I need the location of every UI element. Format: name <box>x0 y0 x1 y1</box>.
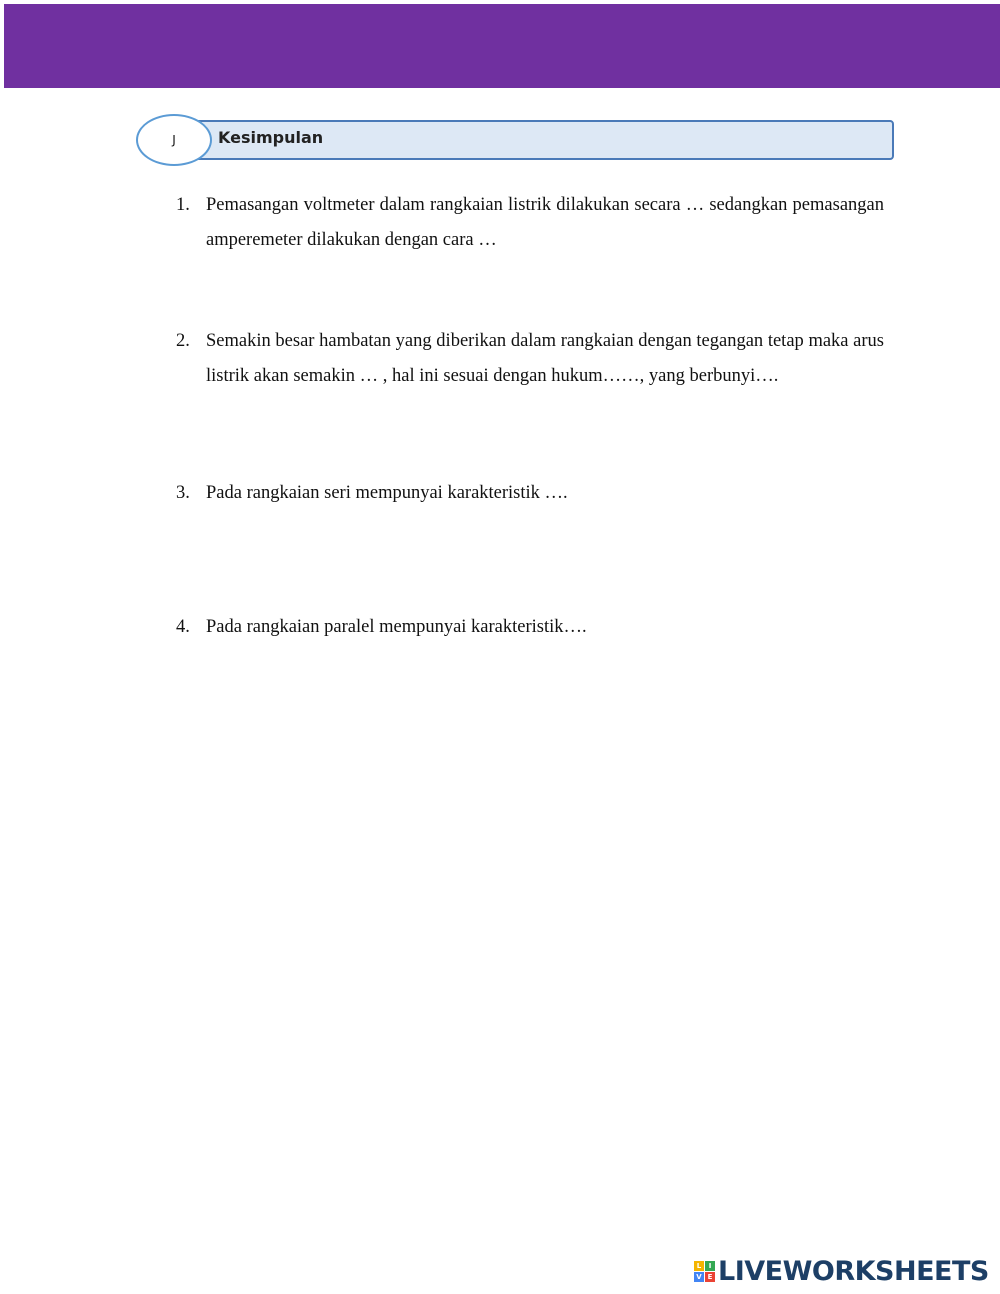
question-number: 1. <box>176 195 190 215</box>
brand-wordmark: LIVEWORKSHEETS <box>718 1256 989 1287</box>
question-number: 3. <box>176 483 190 503</box>
question-item <box>174 610 884 645</box>
question-text: Pemasangan voltmeter dalam rangkaian listrik dilakukan secara … sedangkan pemasangan amperemeter dilakukan dengan cara … <box>206 195 884 250</box>
question-text: Pada rangkaian paralel mempunyai karakteristik…. <box>206 617 587 637</box>
liveworksheets-logo-icon <box>694 1261 715 1282</box>
question-item <box>174 476 884 610</box>
question-text: Semakin besar hambatan yang diberikan dalam rangkaian dengan tegangan tetap maka arus listrik akan semakin … , hal ini sesuai dengan hukum……, yang berbunyi…. <box>206 331 884 386</box>
logo-cell: E <box>705 1272 715 1282</box>
question-list <box>174 188 884 645</box>
section-header <box>140 114 900 168</box>
question-item <box>174 324 884 476</box>
question-number: 2. <box>176 331 190 351</box>
logo-cell: I <box>705 1261 715 1271</box>
question-text: Pada rangkaian seri mempunyai karakteristik …. <box>206 483 568 503</box>
top-banner <box>4 4 1000 88</box>
section-title: Kesimpulan <box>218 128 324 147</box>
question-item <box>174 188 884 324</box>
logo-cell: L <box>694 1261 704 1271</box>
logo-cell: V <box>694 1272 704 1282</box>
question-number: 4. <box>176 617 190 637</box>
section-badge-label: J <box>172 133 176 147</box>
section-badge <box>136 114 212 166</box>
liveworksheets-brand[interactable] <box>694 1256 989 1287</box>
